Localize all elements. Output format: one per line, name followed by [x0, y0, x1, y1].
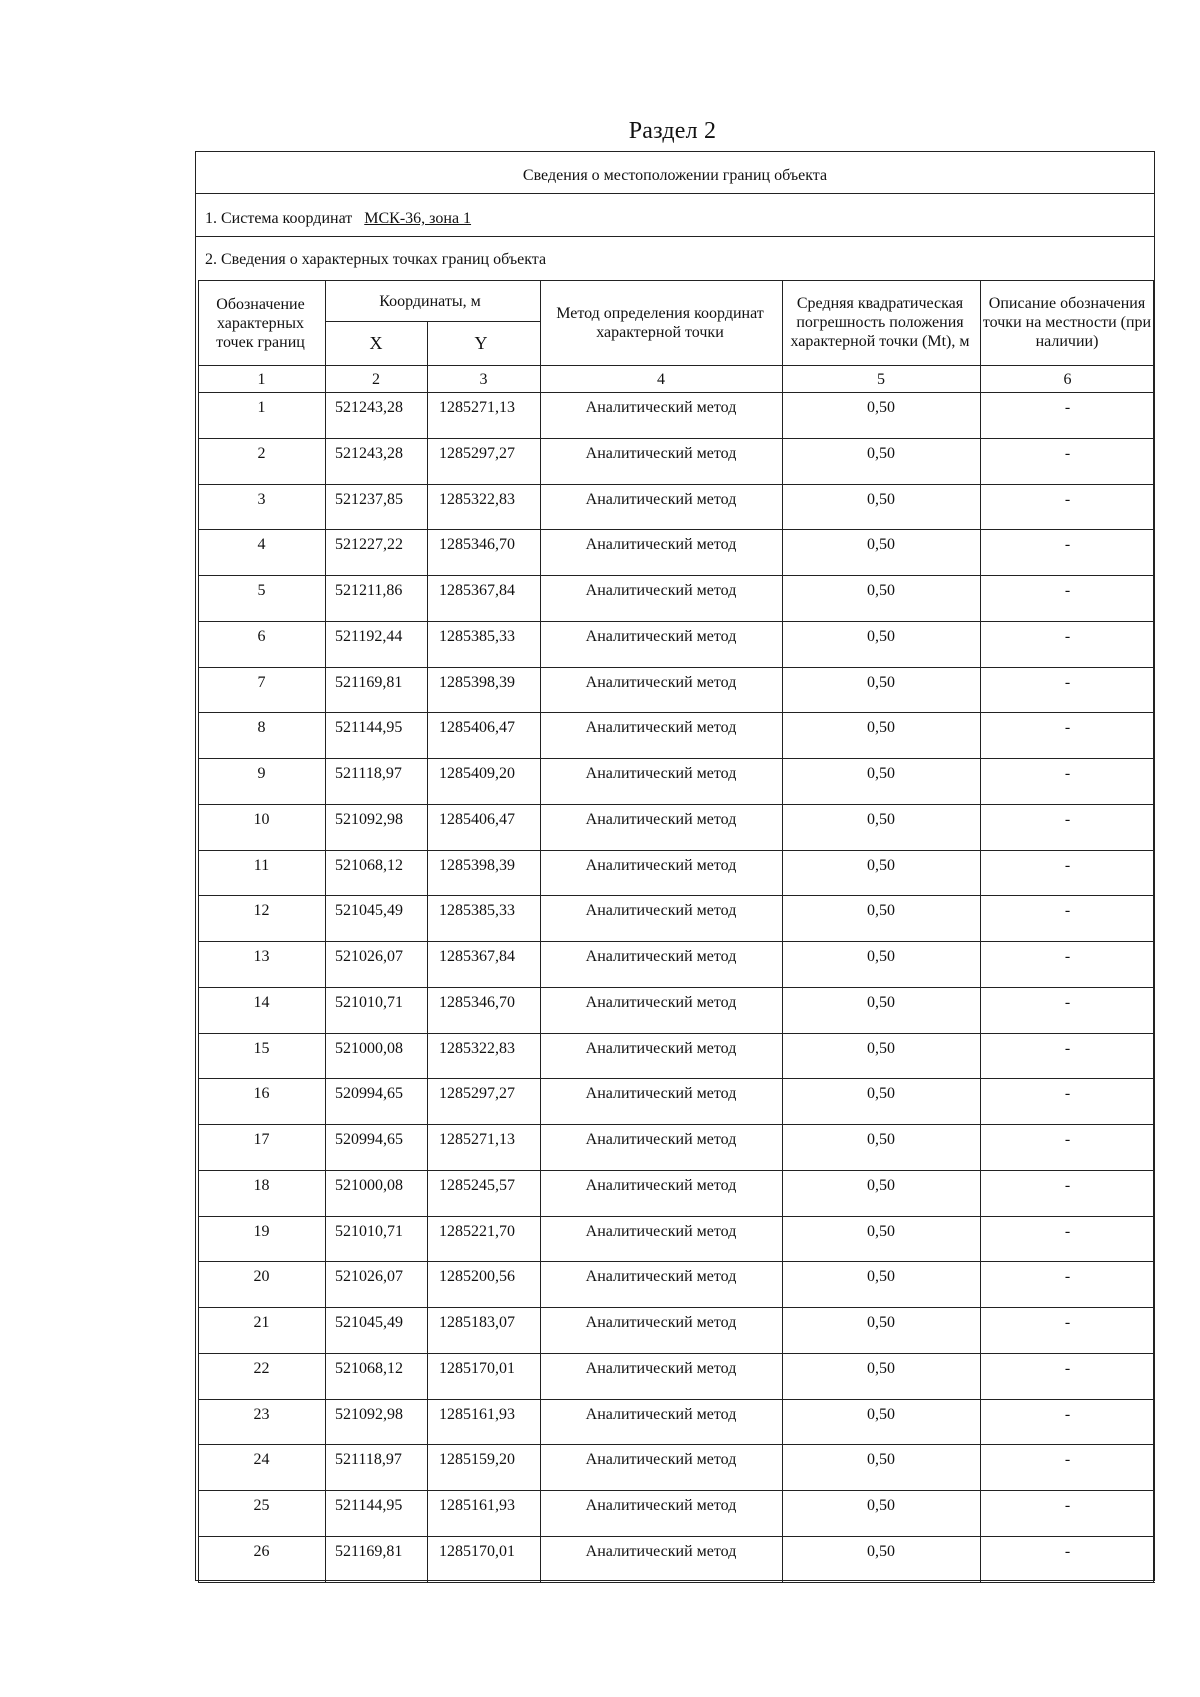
table-cell: 0,50 — [867, 993, 895, 1011]
column-line — [427, 321, 428, 1582]
row-divider-line — [198, 529, 1155, 530]
table-cell: 0,50 — [867, 1176, 895, 1194]
table-cell: Аналитический метод — [585, 902, 737, 920]
column-number: 2 — [372, 371, 380, 388]
table-cell: 521045,49 — [335, 1314, 403, 1331]
table-cell: Аналитический метод — [585, 673, 737, 691]
table-cell: 1285346,70 — [439, 536, 515, 554]
table-cell: 0,50 — [867, 1359, 895, 1377]
row-divider-line — [198, 1536, 1155, 1537]
table-cell: 1285183,07 — [439, 1314, 515, 1331]
table-cell: Аналитический метод — [585, 1222, 737, 1240]
table-cell: 13 — [253, 948, 270, 965]
table-cell: 6 — [257, 627, 266, 645]
table-cell: 0,50 — [867, 1085, 895, 1103]
table-cell: 0,50 — [867, 627, 895, 645]
table-cell: 0,50 — [867, 444, 895, 462]
table-cell: 521068,12 — [335, 856, 403, 874]
table-cell: 521010,71 — [335, 1222, 403, 1240]
table-cell: Аналитический метод — [585, 856, 737, 874]
table-cell: 521045,49 — [335, 902, 403, 920]
table-cell: 0,50 — [867, 948, 895, 965]
row-divider-line — [198, 575, 1155, 576]
column-number: 6 — [1063, 371, 1072, 388]
table-cell: 1285159,20 — [439, 1451, 515, 1469]
table-cell: 16 — [253, 1085, 270, 1103]
row-divider-line — [198, 804, 1155, 805]
table-cell: 521026,07 — [335, 948, 403, 965]
coord-system-label: 1. Система координат — [205, 210, 353, 227]
table-cell: Аналитический метод — [585, 1268, 737, 1286]
table-cell: Аналитический метод — [585, 1405, 737, 1423]
table-cell: - — [1064, 490, 1071, 508]
column-number: 1 — [257, 371, 266, 388]
table-cell: 1285245,57 — [439, 1176, 515, 1194]
numbers-bottom-line — [198, 392, 1155, 393]
table-cell: 23 — [253, 1405, 270, 1423]
table-cell: 1285406,47 — [439, 719, 515, 737]
header-description: Описание обозначения точки на местности (при наличии) — [982, 294, 1152, 350]
row-divider-line — [198, 621, 1155, 622]
table-cell: 0,50 — [867, 490, 895, 508]
table-cell: 17 — [253, 1131, 270, 1148]
table-cell: Аналитический метод — [585, 536, 737, 554]
table-cell: 1285271,13 — [439, 399, 515, 416]
table-cell: 0,50 — [867, 765, 895, 782]
column-line — [980, 280, 981, 1582]
row-divider-line — [198, 1170, 1155, 1171]
table-cell: 0,50 — [867, 399, 895, 416]
table-cell: - — [1064, 1405, 1071, 1423]
table-cell: 1285297,27 — [439, 444, 515, 462]
table-cell: 3 — [257, 490, 266, 508]
table-cell: Аналитический метод — [585, 399, 737, 416]
table-cell: 0,50 — [867, 1039, 895, 1057]
column-number: 4 — [657, 371, 665, 388]
row-divider-line — [198, 987, 1155, 988]
table-cell: 1285409,20 — [439, 765, 515, 782]
table-cell: - — [1064, 1542, 1071, 1560]
table-cell: 1285161,93 — [439, 1405, 515, 1423]
table-cell: 1285367,84 — [439, 582, 515, 599]
points-title: 2. Сведения о характерных точках границ объекта — [205, 251, 547, 268]
table-cell: - — [1064, 444, 1071, 462]
row-divider-line — [198, 1216, 1155, 1217]
table-cell: 521092,98 — [335, 1405, 403, 1423]
table-cell: - — [1064, 719, 1071, 737]
table-cell: 521243,28 — [335, 444, 403, 462]
table-top-line — [198, 280, 1155, 281]
table-cell: Аналитический метод — [585, 627, 737, 645]
table-cell: 0,50 — [867, 1131, 895, 1148]
column-line — [198, 280, 199, 1582]
table-cell: 0,50 — [867, 536, 895, 554]
divider-line — [195, 236, 1155, 237]
table-cell: - — [1064, 1497, 1071, 1514]
table-cell: Аналитический метод — [585, 490, 737, 508]
table-cell: 18 — [253, 1176, 270, 1194]
table-cell: 12 — [253, 902, 270, 920]
table-cell: Аналитический метод — [585, 1497, 737, 1514]
table-cell: 520994,65 — [335, 1131, 403, 1148]
table-cell: 0,50 — [867, 582, 895, 599]
column-line — [1153, 280, 1154, 1582]
row-divider-line — [198, 941, 1155, 942]
table-cell: 521010,71 — [335, 993, 403, 1011]
header-coords: Координаты, м — [379, 292, 481, 310]
table-cell: - — [1064, 993, 1071, 1011]
coords-subheader-line — [325, 321, 540, 322]
table-cell: 0,50 — [867, 810, 895, 828]
table-cell: Аналитический метод — [585, 1085, 737, 1103]
table-cell: - — [1064, 765, 1071, 782]
table-cell: 1285406,47 — [439, 810, 515, 828]
table-cell: - — [1064, 673, 1071, 691]
table-cell: Аналитический метод — [585, 1542, 737, 1560]
column-number: 5 — [877, 371, 885, 388]
table-cell: - — [1064, 1359, 1071, 1377]
table-cell: Аналитический метод — [585, 993, 737, 1011]
table-cell: 521211,86 — [335, 582, 403, 599]
table-cell: 1285297,27 — [439, 1085, 515, 1103]
table-cell: 26 — [253, 1542, 270, 1560]
table-cell: 521227,22 — [335, 536, 403, 554]
table-cell: 0,50 — [867, 1268, 895, 1286]
table-cell: - — [1064, 399, 1071, 416]
row-divider-line — [198, 1261, 1155, 1262]
table-cell: 0,50 — [867, 673, 895, 691]
table-cell: 14 — [253, 993, 270, 1011]
table-cell: 521144,95 — [335, 1497, 403, 1514]
column-line — [782, 280, 783, 1582]
table-cell: 5 — [257, 582, 266, 599]
table-cell: - — [1064, 856, 1071, 874]
column-line — [325, 280, 326, 1582]
column-number: 3 — [479, 371, 488, 388]
row-divider-line — [198, 1353, 1155, 1354]
row-divider-line — [198, 1444, 1155, 1445]
table-cell: 1285322,83 — [439, 1039, 515, 1057]
table-cell: 19 — [253, 1222, 270, 1240]
row-divider-line — [198, 484, 1155, 485]
table-cell: Аналитический метод — [585, 719, 737, 737]
row-divider-line — [198, 895, 1155, 896]
table-cell: Аналитический метод — [585, 1314, 737, 1331]
row-divider-line — [198, 1078, 1155, 1079]
table-cell: 1285161,93 — [439, 1497, 515, 1514]
header-x: X — [369, 332, 383, 353]
row-divider-line — [198, 1033, 1155, 1034]
table-cell: - — [1064, 1222, 1071, 1240]
table-cell: Аналитический метод — [585, 444, 737, 462]
table-cell: - — [1064, 1314, 1071, 1331]
table-cell: 8 — [257, 719, 266, 737]
table-cell: 0,50 — [867, 902, 895, 920]
table-cell: 25 — [253, 1497, 270, 1514]
header-designation: Обозначение характерных точек границ — [216, 295, 305, 351]
table-cell: 0,50 — [867, 1405, 895, 1423]
header-accuracy: Средняя квадратическая погрешность положения характерной точки (Mt), м — [790, 294, 970, 350]
page-title: Раздел 2 — [628, 118, 717, 144]
table-cell: 1285200,56 — [439, 1268, 515, 1286]
table-cell: 521000,08 — [335, 1176, 403, 1194]
table-cell: 21 — [253, 1314, 270, 1331]
row-divider-line — [198, 1307, 1155, 1308]
table-cell: 1285271,13 — [439, 1131, 515, 1148]
table-cell: 15 — [253, 1039, 270, 1057]
coord-system-value: МСК-36, зона 1 — [364, 210, 472, 227]
row-divider-line — [198, 712, 1155, 713]
table-cell: - — [1064, 1131, 1071, 1148]
table-cell: 521000,08 — [335, 1039, 403, 1057]
table-cell: 10 — [253, 810, 270, 828]
header-bottom-line — [198, 365, 1155, 366]
table-cell: 521026,07 — [335, 1268, 403, 1286]
table-cell: 521169,81 — [335, 1542, 403, 1560]
table-cell: - — [1064, 1176, 1071, 1194]
table-cell: 1285398,39 — [439, 856, 515, 874]
table-cell: 0,50 — [867, 719, 895, 737]
table-cell: 520994,65 — [335, 1085, 403, 1103]
table-cell: 24 — [253, 1451, 270, 1469]
table-cell: - — [1064, 1451, 1071, 1469]
table-cell: - — [1064, 582, 1071, 599]
table-cell: 1285170,01 — [439, 1542, 515, 1560]
table-cell: 7 — [257, 673, 266, 691]
divider-line — [195, 193, 1155, 194]
table-cell: - — [1064, 1268, 1071, 1286]
table-cell: Аналитический метод — [585, 1359, 737, 1377]
table-cell: - — [1064, 536, 1071, 554]
table-cell: 521192,44 — [335, 627, 403, 645]
table-cell: Аналитический метод — [585, 765, 737, 782]
info-title: Сведения о местоположении границ объекта — [522, 167, 828, 184]
table-cell: Аналитический метод — [585, 582, 737, 599]
table-cell: 521169,81 — [335, 673, 403, 691]
header-method: Метод определения координат характерной точки — [556, 305, 764, 341]
table-cell: - — [1064, 1039, 1071, 1057]
row-divider-line — [198, 1582, 1155, 1583]
row-divider-line — [198, 1490, 1155, 1491]
table-cell: 2 — [257, 444, 266, 462]
table-cell: 521237,85 — [335, 490, 403, 508]
table-cell: 0,50 — [867, 1222, 895, 1240]
table-cell: 0,50 — [867, 1497, 895, 1514]
table-cell: 1285346,70 — [439, 993, 515, 1011]
table-cell: 1285385,33 — [439, 627, 515, 645]
table-cell: 9 — [257, 765, 266, 782]
table-cell: Аналитический метод — [585, 948, 737, 965]
table-cell: - — [1064, 948, 1071, 965]
table-cell: Аналитический метод — [585, 1131, 737, 1148]
table-cell: - — [1064, 1085, 1071, 1103]
table-cell: - — [1064, 627, 1071, 645]
row-divider-line — [198, 667, 1155, 668]
table-cell: 1285398,39 — [439, 673, 515, 691]
table-cell: 521068,12 — [335, 1359, 403, 1377]
table-cell: 11 — [253, 856, 270, 874]
table-cell: 0,50 — [867, 856, 895, 874]
table-cell: 521118,97 — [335, 1451, 402, 1469]
table-cell: 1 — [257, 399, 266, 416]
row-divider-line — [198, 1124, 1155, 1125]
table-cell: 1285367,84 — [439, 948, 515, 965]
table-cell: 4 — [257, 536, 266, 554]
table-cell: - — [1064, 810, 1071, 828]
table-cell: 521092,98 — [335, 810, 403, 828]
row-divider-line — [198, 438, 1155, 439]
table-cell: 20 — [253, 1268, 270, 1286]
table-cell: 22 — [253, 1359, 270, 1377]
table-cell: Аналитический метод — [585, 1451, 737, 1469]
row-divider-line — [198, 1399, 1155, 1400]
coord-system-line — [205, 209, 471, 228]
table-cell: 521243,28 — [335, 399, 403, 416]
table-cell: - — [1064, 902, 1071, 920]
row-divider-line — [198, 758, 1155, 759]
table-cell: 0,50 — [867, 1314, 895, 1331]
table-cell: 521118,97 — [335, 765, 402, 782]
table-cell: Аналитический метод — [585, 1176, 737, 1194]
table-cell: Аналитический метод — [585, 1039, 737, 1057]
table-cell: 521144,95 — [335, 719, 403, 737]
header-y: Y — [474, 332, 488, 353]
row-divider-line — [198, 850, 1155, 851]
table-cell: Аналитический метод — [585, 810, 737, 828]
column-line — [540, 280, 541, 1582]
table-cell: 1285322,83 — [439, 490, 515, 508]
table-cell: 0,50 — [867, 1451, 895, 1469]
table-cell: 0,50 — [867, 1542, 895, 1560]
table-cell: 1285385,33 — [439, 902, 515, 920]
table-cell: 1285221,70 — [439, 1222, 515, 1240]
table-cell: 1285170,01 — [439, 1359, 515, 1377]
